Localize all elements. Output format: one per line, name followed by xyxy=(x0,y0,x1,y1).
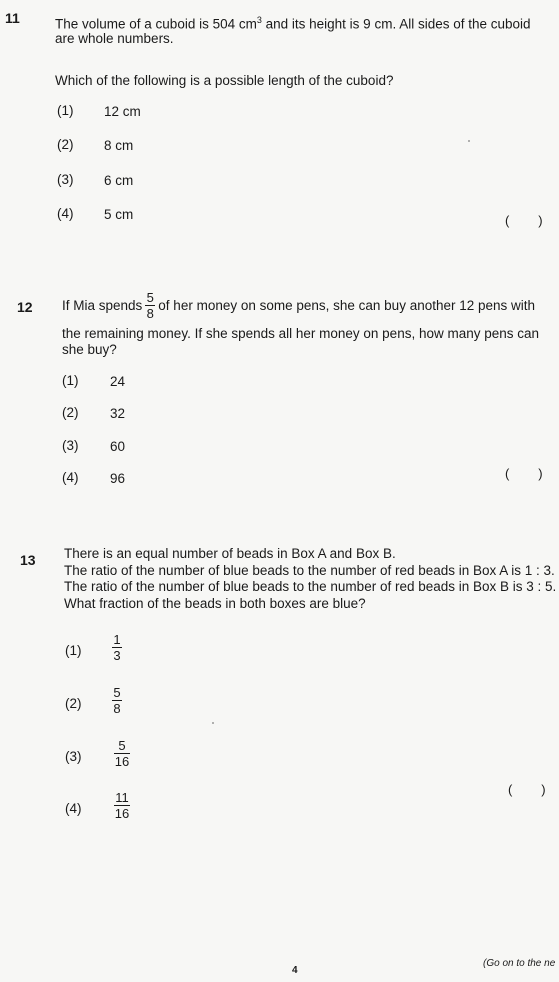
fraction-denominator: 16 xyxy=(114,806,130,821)
question-12-line1-b: of her money on some pens, she can buy another 12 pens with xyxy=(158,298,536,313)
q13-option-4-value xyxy=(111,791,133,820)
question-12-line1 xyxy=(62,291,535,320)
fraction-numerator: 5 xyxy=(113,685,121,700)
q12-option-2-number: (2) xyxy=(62,405,79,420)
q12-option-4-value: 96 xyxy=(110,471,126,486)
q13-option-1-value xyxy=(109,633,125,662)
paper-speck xyxy=(212,722,214,724)
five-eighths-fraction xyxy=(145,291,155,320)
fraction-five-eighths xyxy=(112,686,122,715)
q11-option-1-value: 12 cm xyxy=(104,104,141,119)
fraction-denominator: 8 xyxy=(146,306,154,321)
question-12-line3: she buy? xyxy=(62,342,117,357)
q11-option-4-number: (4) xyxy=(57,206,74,221)
question-11-line1-b: and its height is 9 cm. All sides of the cuboid xyxy=(261,16,531,32)
fraction-eleven-sixteenths xyxy=(114,791,130,820)
question-11-line1-a: The volume of a cuboid is 504 cm xyxy=(55,16,257,32)
fraction-one-third xyxy=(112,633,122,662)
q13-option-2-number: (2) xyxy=(65,696,82,711)
question-12-number: 12 xyxy=(17,299,33,315)
q12-option-4-number: (4) xyxy=(62,470,79,485)
q12-option-2-value: 32 xyxy=(110,406,126,421)
q11-option-4-value: 5 cm xyxy=(104,207,134,222)
q12-answer-bracket[interactable]: ( ) xyxy=(505,466,543,481)
q11-option-2-number: (2) xyxy=(57,137,74,152)
paper-speck xyxy=(468,140,470,142)
q13-option-2-value xyxy=(109,686,125,715)
question-13-line2: The ratio of the number of blue beads to the number of red beads in Box A is 1 : 3. xyxy=(64,563,555,578)
fraction-numerator: 1 xyxy=(113,632,121,647)
q12-option-1-value: 24 xyxy=(110,374,126,389)
q12-option-1-number: (1) xyxy=(62,373,79,388)
fraction-denominator: 8 xyxy=(113,701,121,716)
question-11-line2: are whole numbers. xyxy=(55,31,174,46)
question-13-line3: The ratio of the number of blue beads to the number of red beads in Box B is 3 : 5. xyxy=(64,579,557,594)
q12-option-3-number: (3) xyxy=(62,438,79,453)
q11-option-2-value: 8 cm xyxy=(104,138,134,153)
q13-option-3-value xyxy=(111,739,133,768)
fraction-five-sixteenths xyxy=(114,739,130,768)
page-number: 4 xyxy=(292,965,298,976)
question-11-prompt: Which of the following is a possible length of the cuboid? xyxy=(55,73,394,88)
fraction-numerator: 5 xyxy=(146,290,154,305)
question-13-line1: There is an equal number of beads in Box A and Box B. xyxy=(64,546,396,561)
q13-option-1-number: (1) xyxy=(65,643,82,658)
fraction-denominator: 16 xyxy=(114,754,130,769)
q11-option-1-number: (1) xyxy=(57,103,74,118)
q13-option-3-number: (3) xyxy=(65,749,82,764)
q12-option-3-value: 60 xyxy=(110,439,126,454)
question-12-line2: the remaining money. If she spends all her money on pens, how many pens can xyxy=(62,326,540,341)
q11-answer-bracket[interactable]: ( ) xyxy=(505,213,543,228)
go-on-note: (Go on to the ne xyxy=(483,958,556,969)
fraction-numerator: 11 xyxy=(115,790,129,805)
fraction-numerator: 5 xyxy=(118,738,126,753)
q11-option-3-value: 6 cm xyxy=(104,173,134,188)
q11-option-3-number: (3) xyxy=(57,172,74,187)
q13-answer-bracket[interactable]: ( ) xyxy=(508,782,546,797)
cube-superscript: 3 xyxy=(256,15,262,25)
fraction-denominator: 3 xyxy=(113,648,121,663)
question-11-number: 11 xyxy=(5,10,20,26)
q13-option-4-number: (4) xyxy=(65,801,82,816)
question-13-number: 13 xyxy=(20,552,36,568)
question-12-line1-a: If Mia spends xyxy=(62,298,143,313)
question-13-line4: What fraction of the beads in both boxes are blue? xyxy=(64,596,366,611)
